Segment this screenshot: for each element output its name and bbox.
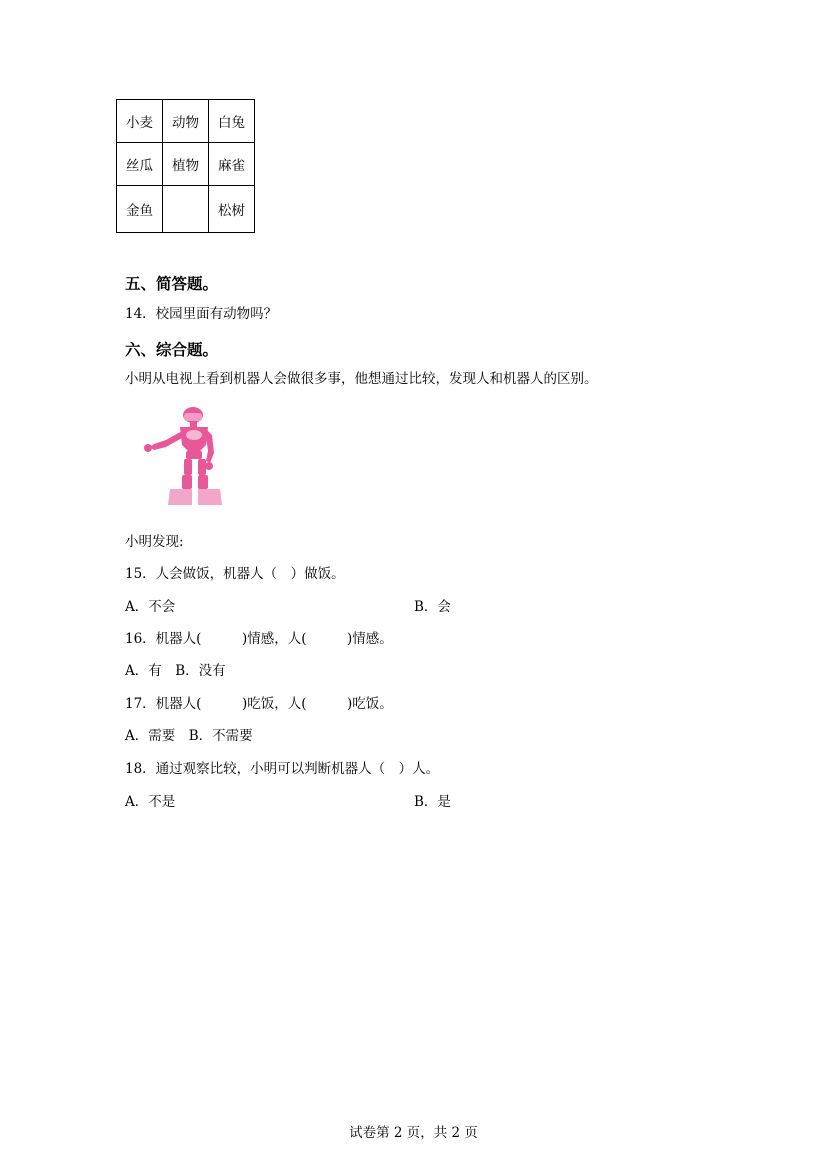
question-17-options[interactable]: A．需要 B．不需要 <box>125 728 253 744</box>
question-18-option-a[interactable]: A．不是 <box>125 794 176 810</box>
grid-cell-empty <box>163 186 209 233</box>
grid-cell: 松树 <box>209 186 255 233</box>
animal-plant-grid <box>116 99 255 233</box>
grid-cell: 金鱼 <box>117 186 163 233</box>
grid-cell: 丝瓜 <box>117 143 163 186</box>
question-16-options[interactable]: A．有 B．没有 <box>125 663 226 679</box>
grid-cell: 麻雀 <box>209 143 255 186</box>
table-row <box>117 100 255 143</box>
question-15-option-a[interactable]: A．不会 <box>125 599 176 615</box>
question-18-option-b[interactable]: B．是 <box>414 794 451 810</box>
table-row <box>117 186 255 233</box>
page-footer: 试卷第 2 页，共 2 页 <box>349 1125 478 1141</box>
robot-illustration <box>140 405 232 507</box>
question-18: 18．通过观察比较，小明可以判断机器人（ ）人。 <box>125 761 440 777</box>
table-row <box>117 143 255 186</box>
discovery-label: 小明发现: <box>125 534 184 550</box>
question-16: 16．机器人( )情感，人( )情感。 <box>125 631 393 647</box>
section-heading-short-answer: 五、简答题。 <box>125 275 219 293</box>
grid-cell: 植物 <box>163 143 209 186</box>
grid-cell: 小麦 <box>117 100 163 143</box>
question-15-option-b[interactable]: B．会 <box>414 599 451 615</box>
section-intro: 小明从电视上看到机器人会做很多事，他想通过比较，发现人和机器人的区别。 <box>125 371 598 387</box>
grid-cell: 白兔 <box>209 100 255 143</box>
question-17: 17．机器人( )吃饭，人( )吃饭。 <box>125 696 393 712</box>
question-15: 15．人会做饭，机器人（ ）做饭。 <box>125 566 345 582</box>
section-heading-comprehensive: 六、综合题。 <box>125 341 219 359</box>
grid-cell: 动物 <box>163 100 209 143</box>
question-14: 14．校园里面有动物吗？ <box>125 306 278 322</box>
